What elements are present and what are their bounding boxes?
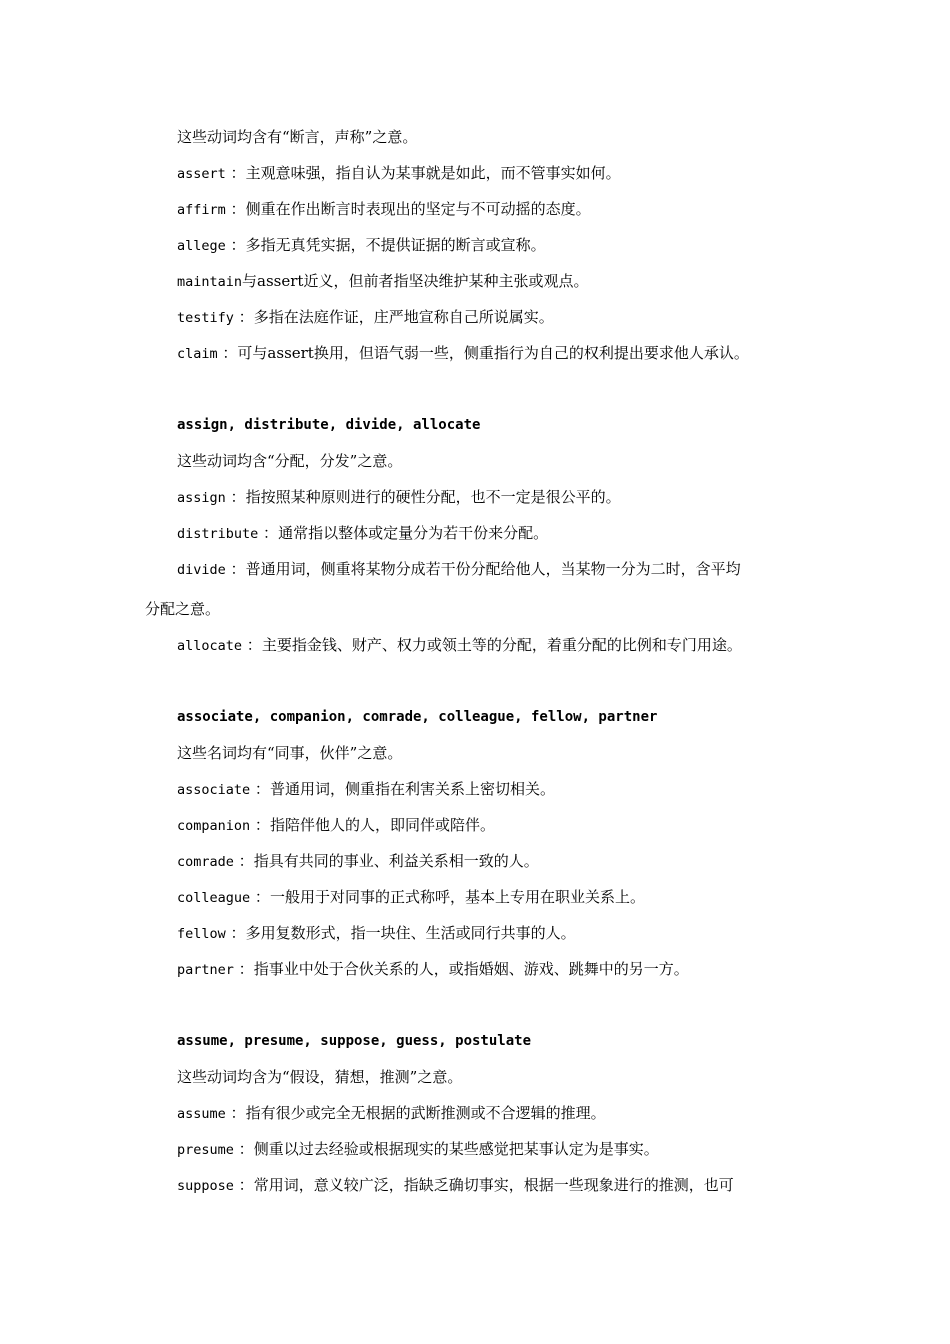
entry-allege [177,235,546,256]
group-3-intro: 这些名词均有“同事，伙伴”之意。 [177,744,403,762]
entry-partner [177,959,689,980]
entry-sep: ： [233,308,254,326]
entry-text: 主要指金钱、财产、权力或领土等的分配，着重分配的比例和专门用途。 [261,636,742,654]
entry-word: companion [177,818,251,834]
entry-text: 指事业中处于合伙关系的人，或指婚姻、游戏、跳舞中的另一方。 [253,960,689,978]
entry-sep: ： [233,1140,254,1158]
entry-divide-continuation: 分配之意。 [145,600,221,618]
group-2-intro: 这些动词均含“分配，分发”之意。 [177,452,403,470]
group-2-heading: assign, distribute, divide, allocate [177,417,481,433]
entry-text: 与assert近义，但前者指坚决维护某种主张或观点。 [242,272,589,290]
entry-sep: ： [233,852,254,870]
entry-word: divide [177,562,226,578]
entry-text: 主观意味强，指自认为某事就是如此，而不管事实如何。 [245,164,621,182]
entry-assert [177,163,621,184]
group-1-intro: 这些动词均含有“断言，声称”之意。 [177,128,418,146]
entry-affirm [177,199,591,220]
entry-word: claim [177,346,218,362]
entry-claim [177,343,749,364]
entry-text: 普通用词，侧重指在利害关系上密切相关。 [269,780,555,798]
entry-allocate [177,635,742,656]
entry-word: assert [177,166,226,182]
entry-word: suppose [177,1178,234,1194]
entry-sep: ： [250,816,270,834]
entry-word: testify [177,310,234,326]
entry-text: 多指在法庭作证，庄严地宣称自己所说属实。 [253,308,554,326]
entry-sep: ： [225,200,246,218]
entry-sep: ： [242,636,262,654]
entry-sep: ： [225,164,246,182]
entry-word: assign [177,490,226,506]
entry-sep: ： [225,924,246,942]
entry-text: 指有很少或完全无根据的武断推测或不合逻辑的推理。 [245,1104,606,1122]
entry-testify [177,307,554,328]
entry-sep: ： [258,524,279,542]
entry-text: 侧重在作出断言时表现出的坚定与不可动摇的态度。 [245,200,591,218]
entry-text: 一般用于对同事的正式称呼，基本上专用在职业关系上。 [269,888,645,906]
entry-sep: ： [225,560,246,578]
entry-word: allocate [177,638,243,654]
entry-word: affirm [177,202,226,218]
entry-text: 侧重以过去经验或根据现实的某些感觉把某事认定为是事实。 [253,1140,659,1158]
entry-word: presume [177,1142,234,1158]
entry-sep: ： [250,780,270,798]
entry-divide [177,559,741,580]
entry-text: 多用复数形式，指一块住、生活或同行共事的人。 [245,924,576,942]
entry-text: 普通用词，侧重将某物分成若干份分配给他人，当某物一分为二时，含平均 [245,560,741,578]
entry-presume [177,1139,659,1160]
entry-sep: ： [233,1176,254,1194]
entry-sep: ： [233,960,254,978]
entry-sep: ： [225,1104,246,1122]
entry-distribute [177,523,548,544]
entry-colleague [177,887,645,908]
entry-suppose [177,1175,734,1196]
entry-word: assume [177,1106,226,1122]
entry-sep: ： [225,488,246,506]
entry-comrade [177,851,539,872]
entry-text: 可与assert换用，但语气弱一些，侧重指行为自己的权利提出要求他人承认。 [237,344,749,362]
entry-sep: ： [250,888,270,906]
entry-word: fellow [177,926,226,942]
entry-text: 指陪伴他人的人，即同伴或陪伴。 [269,816,495,834]
entry-fellow [177,923,576,944]
entry-word: colleague [177,890,251,906]
entry-text: 指具有共同的事业、利益关系相一致的人。 [253,852,539,870]
entry-text: 常用词，意义较广泛，指缺乏确切事实，根据一些现象进行的推测，也可 [253,1176,734,1194]
group-4-heading: assume, presume, suppose, guess, postulate [177,1033,532,1049]
entry-assume [177,1103,606,1124]
entry-word: partner [177,962,234,978]
entry-word: allege [177,238,226,254]
entry-word: distribute [177,526,259,542]
entry-assign [177,487,621,508]
entry-word: comrade [177,854,234,870]
entry-text: 通常指以整体或定量分为若干份来分配。 [278,524,549,542]
entry-text: 多指无真凭实据，不提供证据的断言或宣称。 [245,236,546,254]
entry-maintain [177,271,588,292]
entry-associate [177,779,555,800]
group-4-intro: 这些动词均含为“假设，猜想，推测”之意。 [177,1068,463,1086]
group-3-heading: associate, companion, comrade, colleague, fellow, partner [177,709,658,725]
entry-word: maintain [177,274,243,290]
entry-sep: ： [217,344,238,362]
entry-companion [177,815,495,836]
entry-word: associate [177,782,251,798]
entry-sep: ： [225,236,246,254]
entry-text: 指按照某种原则进行的硬性分配，也不一定是很公平的。 [245,488,621,506]
